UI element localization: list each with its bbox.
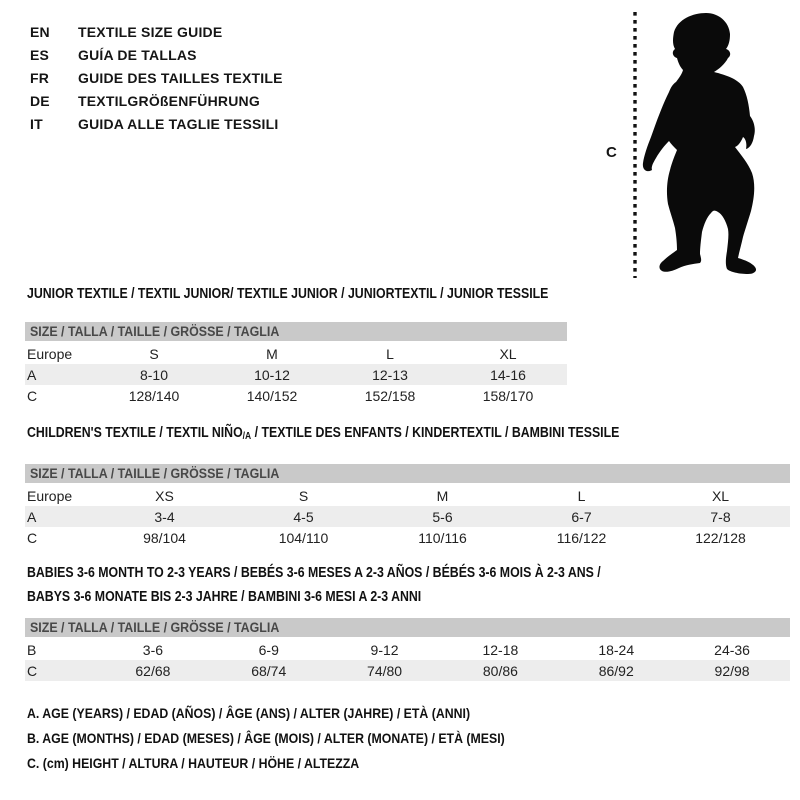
- size-table-row: [25, 660, 790, 681]
- size-cell: 62/68: [135, 662, 171, 679]
- size-cell: 92/98: [714, 662, 750, 679]
- section-title: JUNIOR TEXTILE / TEXTIL JUNIOR/ TEXTILE JUNIOR / JUNIORTEXTIL / JUNIOR TESSILE: [27, 286, 549, 302]
- size-cell: XL: [711, 487, 730, 504]
- row-label: Europe: [27, 487, 73, 504]
- size-cell: 7-8: [710, 508, 731, 525]
- language-label: GUÍA DE TALLAS: [78, 46, 197, 63]
- title-subscript: /A: [242, 431, 252, 442]
- row-label: A: [27, 366, 37, 383]
- size-cell: 140/152: [246, 387, 298, 404]
- language-code: ES: [30, 46, 50, 63]
- row-label: C: [27, 662, 38, 679]
- baby-silhouette-path: [643, 13, 756, 274]
- size-header-bar: [25, 322, 567, 341]
- size-cell: 122/128: [695, 529, 746, 546]
- title-text: CHILDREN'S TEXTILE / TEXTIL NIÑO: [27, 425, 243, 441]
- title-line: BABIES 3-6 MONTH TO 2-3 YEARS / BEBÉS 3-6 MESES A 2-3 AÑOS / BÉBÉS 3-6 MOIS À 2-3 ANS /: [27, 565, 601, 581]
- row-label: A: [27, 508, 37, 525]
- size-cell: M: [436, 487, 449, 504]
- size-table-row: [25, 385, 567, 406]
- children-size-table: [25, 485, 790, 548]
- row-label: C: [27, 529, 38, 546]
- height-measure-label: C: [606, 144, 617, 161]
- size-cell: 12-13: [372, 366, 408, 383]
- size-cell: 5-6: [432, 508, 453, 525]
- footnote-age-years: A. AGE (YEARS) / EDAD (AÑOS) / ÂGE (ANS) / ALTER (JAHRE) / ETÀ (ANNI): [27, 705, 471, 721]
- section-title: [25, 561, 790, 609]
- language-label: GUIDA ALLE TAGLIE TESSILI: [78, 115, 279, 132]
- language-list: [30, 20, 283, 135]
- size-cell: L: [386, 345, 394, 362]
- size-cell: 98/104: [143, 529, 186, 546]
- legend-footnotes: [27, 701, 570, 776]
- language-code: FR: [30, 69, 50, 86]
- size-cell: L: [577, 487, 586, 504]
- size-cell: XS: [155, 487, 174, 504]
- size-cell: 8-10: [139, 366, 169, 383]
- size-cell: 80/86: [482, 662, 518, 679]
- language-row: [30, 43, 283, 66]
- size-cell: 6-7: [571, 508, 592, 525]
- row-label: C: [27, 387, 38, 404]
- section-title: [27, 424, 676, 446]
- babies-size-table: [25, 639, 790, 681]
- size-cell: 4-5: [293, 508, 314, 525]
- size-cell: XL: [499, 345, 517, 362]
- size-cell: 12-18: [482, 641, 519, 658]
- size-table-row: [25, 364, 567, 385]
- language-label: TEXTILE SIZE GUIDE: [78, 23, 223, 40]
- section-children-textile: [25, 424, 790, 548]
- language-code: EN: [30, 23, 50, 40]
- section-junior-textile: [25, 285, 567, 406]
- size-cell: 152/158: [364, 387, 416, 404]
- size-table-row: [25, 485, 790, 506]
- language-row: [30, 89, 283, 112]
- row-label: B: [27, 641, 37, 658]
- size-cell: 128/140: [128, 387, 180, 404]
- size-table-row: [25, 527, 790, 548]
- size-cell: S: [298, 487, 309, 504]
- size-cell: 3-6: [142, 641, 164, 658]
- language-row: [30, 66, 283, 89]
- language-label: GUIDE DES TAILLES TEXTILE: [78, 69, 283, 86]
- title-text: / TEXTILE DES ENFANTS / KINDERTEXTIL / BAMBINI TESSILE: [251, 425, 620, 441]
- size-cell: 74/80: [367, 662, 403, 679]
- size-cell: 14-16: [490, 366, 526, 383]
- size-cell: 10-12: [254, 366, 290, 383]
- size-table-row: [25, 506, 790, 527]
- language-code: DE: [30, 92, 50, 109]
- row-label: Europe: [27, 345, 73, 362]
- language-code: IT: [30, 115, 43, 132]
- size-cell: 86/92: [598, 662, 634, 679]
- size-header-label: SIZE / TALLA / TAILLE / GRÖSSE / TAGLIA: [30, 620, 280, 635]
- size-header-label: SIZE / TALLA / TAILLE / GRÖSSE / TAGLIA: [30, 324, 280, 339]
- size-table-row: [25, 639, 790, 660]
- size-cell: 24-36: [714, 641, 750, 658]
- size-cell: 116/122: [556, 529, 607, 546]
- size-header-bar: [25, 464, 790, 483]
- footnote-height-cm: C. (cm) HEIGHT / ALTURA / HAUTEUR / HÖHE / ALTEZZA: [27, 755, 360, 771]
- section-babies-textile: [25, 561, 790, 681]
- language-label: TEXTILGRÖßENFÜHRUNG: [78, 92, 260, 109]
- baby-silhouette-icon: [630, 0, 800, 290]
- footnote-age-months: B. AGE (MONTHS) / EDAD (MESES) / ÂGE (MOIS) / ALTER (MONATE) / ETÀ (MESI): [27, 730, 505, 746]
- size-header-bar: [25, 618, 790, 637]
- language-row: [30, 20, 283, 43]
- size-cell: 3-4: [154, 508, 175, 525]
- size-cell: 158/170: [482, 387, 534, 404]
- size-cell: 104/110: [278, 529, 329, 546]
- title-line: BABYS 3-6 MONATE BIS 2-3 JAHRE / BAMBINI 3-6 MESI A 2-3 ANNI: [27, 589, 422, 605]
- size-cell: 9-12: [370, 641, 399, 658]
- junior-size-table: [25, 343, 567, 406]
- baby-measurement-figure: [598, 0, 800, 290]
- size-cell: 18-24: [598, 641, 635, 658]
- size-cell: M: [266, 345, 278, 362]
- size-cell: 6-9: [258, 641, 279, 658]
- size-table-row: [25, 343, 567, 364]
- size-cell: S: [149, 345, 159, 362]
- language-row: [30, 112, 283, 135]
- size-header-label: SIZE / TALLA / TAILLE / GRÖSSE / TAGLIA: [30, 466, 280, 481]
- size-cell: 110/116: [418, 529, 467, 546]
- size-cell: 68/74: [251, 662, 287, 679]
